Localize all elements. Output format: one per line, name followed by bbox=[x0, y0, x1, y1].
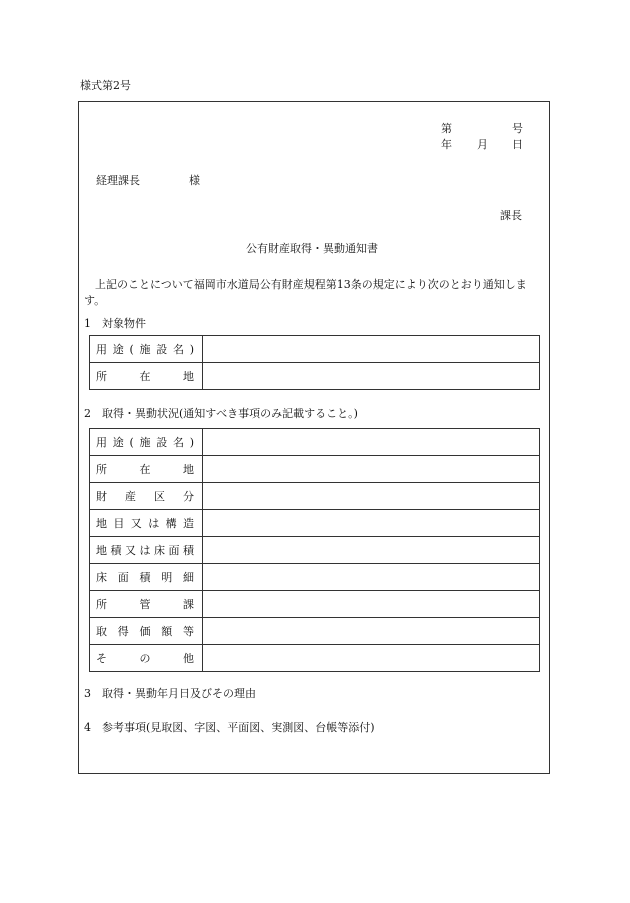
row-label: 用途(施設名) bbox=[90, 429, 203, 456]
row-label: 用途(施設名) bbox=[90, 336, 203, 363]
section2-table bbox=[89, 428, 540, 672]
row-label: 床面積明細 bbox=[90, 564, 203, 591]
row-label: 所在地 bbox=[90, 456, 203, 483]
section4-heading: 4 参考事項(見取図、字図、平面図、実測図、台帳等添付) bbox=[84, 721, 375, 734]
value-cell[interactable] bbox=[203, 645, 540, 672]
table-row bbox=[90, 510, 540, 537]
row-label: 所在地 bbox=[90, 363, 203, 390]
value-cell[interactable] bbox=[203, 429, 540, 456]
intro-paragraph: 上記のことについて福岡市水道局公有財産規程第13条の規定により次のとおり通知します。 bbox=[84, 278, 527, 307]
value-cell[interactable] bbox=[203, 591, 540, 618]
table-row bbox=[90, 645, 540, 672]
row-label: 地目又は構造 bbox=[90, 510, 203, 537]
row-label: 所管課 bbox=[90, 591, 203, 618]
addressee-honorific: 様 bbox=[189, 174, 200, 187]
table-row bbox=[90, 336, 540, 363]
document-title: 公有財産取得・異動通知書 bbox=[246, 242, 378, 255]
value-cell[interactable] bbox=[203, 618, 540, 645]
table-row bbox=[90, 564, 540, 591]
value-cell[interactable] bbox=[203, 456, 540, 483]
value-cell[interactable] bbox=[203, 483, 540, 510]
table-row bbox=[90, 537, 540, 564]
row-label: その他 bbox=[90, 645, 203, 672]
section2-heading: 2 取得・異動状況(通知すべき事項のみ記載すること。) bbox=[84, 407, 358, 420]
sender-title: 課長 bbox=[500, 209, 522, 222]
section1-heading: 1 対象物件 bbox=[84, 317, 146, 330]
addressee-title: 経理課長 bbox=[96, 174, 140, 187]
value-cell[interactable] bbox=[203, 336, 540, 363]
value-cell[interactable] bbox=[203, 537, 540, 564]
section1-table bbox=[89, 335, 540, 390]
date-day: 日 bbox=[512, 138, 523, 151]
doc-number-prefix: 第 bbox=[441, 122, 452, 135]
table-row bbox=[90, 429, 540, 456]
doc-number-suffix: 号 bbox=[512, 122, 523, 135]
date-month: 月 bbox=[477, 138, 488, 151]
table-row bbox=[90, 591, 540, 618]
form-number: 様式第2号 bbox=[80, 79, 131, 92]
row-label: 地積又は床面積 bbox=[90, 537, 203, 564]
value-cell[interactable] bbox=[203, 510, 540, 537]
row-label: 取得価額等 bbox=[90, 618, 203, 645]
date-year: 年 bbox=[441, 138, 452, 151]
section3-heading: 3 取得・異動年月日及びその理由 bbox=[84, 687, 256, 700]
table-row bbox=[90, 483, 540, 510]
table-row bbox=[90, 363, 540, 390]
value-cell[interactable] bbox=[203, 363, 540, 390]
value-cell[interactable] bbox=[203, 564, 540, 591]
table-row bbox=[90, 618, 540, 645]
row-label: 財産区分 bbox=[90, 483, 203, 510]
table-row bbox=[90, 456, 540, 483]
